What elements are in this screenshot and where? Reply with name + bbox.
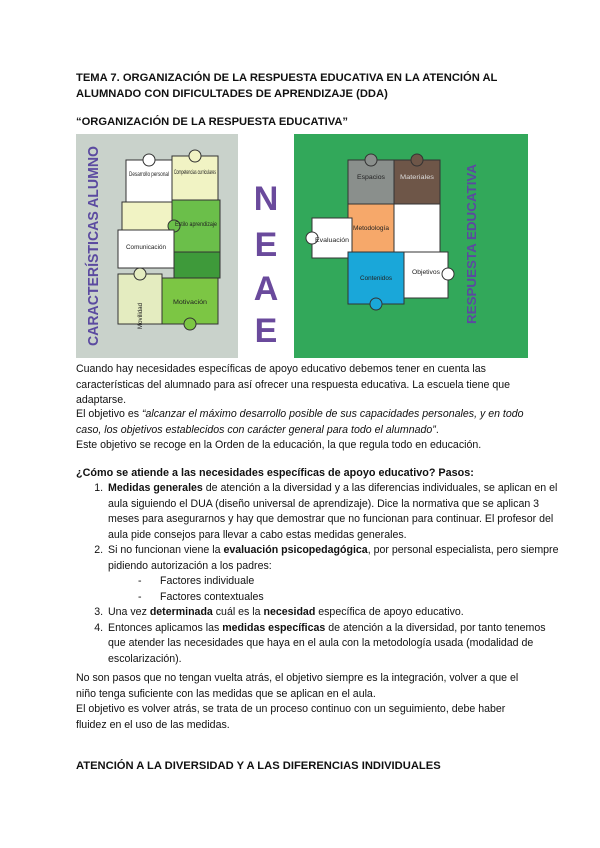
label-desarrollo: Desarrollo personal <box>129 172 169 178</box>
puzzle-illustration <box>76 134 528 358</box>
label-motivacion: Motivación <box>173 300 207 306</box>
step-1-text: de atención a la diversidad y a las diferencias individuales, se aplican en el aula siguiendo el DUA (diseño universal de aprendizaje). Dice la normativa que se aplican 3 meses para asegurarnos y hay que demostrar que no funcionan para continuar. El profesor del aula pide consejos para llevar a cabo estas medidas generales. <box>108 482 558 541</box>
step-4-text: de atención a la diversidad, por tanto tenemos que atender las necesidades que haya en el aula con la metodología usada (modalidad de escolarización). <box>108 621 546 665</box>
step-1 <box>106 481 566 543</box>
objective-suffix: . <box>435 423 439 436</box>
paragraph-orden: Este objetivo se recoge en la Orden de la educación, la que regula todo en educación. <box>76 439 482 451</box>
step-2 <box>106 543 566 605</box>
neae-puzzle-figure <box>76 134 528 358</box>
piece-espacios <box>348 160 394 204</box>
step-2-sublist <box>108 574 566 605</box>
piece-knob <box>189 150 201 162</box>
step-4-pre: Entonces aplicamos las <box>108 621 223 634</box>
label-espacios: Espacios <box>357 175 385 181</box>
paragraph-closing-2: El objetivo es volver atrás, se trata de un proceso continuo con un seguimiento, debe haber fluidez en el uso de las medidas. <box>76 703 506 731</box>
sub-item: - Factores contextuales <box>158 590 566 606</box>
piece-knob <box>143 154 155 166</box>
label-comunicacion: Comunicación <box>126 245 166 251</box>
label-evaluacion: Evaluación <box>315 238 349 244</box>
label-estilo: Estilo aprendizaje <box>175 222 218 228</box>
step-3-text: específica de apoyo educativo. <box>315 606 464 618</box>
piece-knob <box>442 268 454 280</box>
paragraph-objective <box>76 407 536 438</box>
objective-prefix: El objetivo es <box>76 408 142 420</box>
piece-knob <box>411 154 423 166</box>
step-2-text: , por personal especialista, pero siempre pidiendo autorización a los padres: <box>108 544 559 572</box>
piece-knob <box>370 298 382 310</box>
neae-letter-n: N <box>253 180 279 218</box>
label-objetivos: Objetivos <box>412 270 440 276</box>
left-vertical-label: CARACTERÍSTICAS ALUMNO <box>85 134 102 346</box>
piece-dark-green <box>174 252 220 278</box>
step-4-bold: medidas específicas <box>222 621 326 634</box>
piece-knob <box>134 268 146 280</box>
sub-item: - Factores individuale <box>158 574 566 590</box>
step-3-bold1: determinada <box>149 606 213 618</box>
paragraph-intro: Cuando hay necesidades específicas de apoyo educativo debemos tener en cuenta las características del alumnado para así ofrecer una respuesta educativa. La escuela tiene que adaptarse. <box>76 363 511 406</box>
steps-list <box>76 481 566 667</box>
neae-letter-a: A <box>253 270 279 308</box>
objective-quote: “alcanzar el máximo desarrollo posible de sus capacidades personales, y en todo caso, los objetivos establecidos con carácter general para todo el alumnado” <box>76 408 524 436</box>
step-3-bold2: necesidad <box>263 606 316 618</box>
label-metodologia: Metodología <box>353 226 390 232</box>
neae-letter-e2: E <box>254 312 278 350</box>
piece-knob <box>365 154 377 166</box>
step-3-pre: Una vez <box>108 606 150 618</box>
document-title: TEMA 7. ORGANIZACIÓN DE LA RESPUESTA EDUCATIVA EN LA ATENCIÓN AL ALUMNADO CON DIFICULTADES DE APRENDIZAJE (DDA) <box>76 72 498 100</box>
step-4 <box>106 621 566 668</box>
label-materiales: Materiales <box>400 175 434 181</box>
neae-letter-e1: E <box>254 226 278 264</box>
section-subtitle: “ORGANIZACIÓN DE LA RESPUESTA EDUCATIVA” <box>76 116 349 128</box>
piece-knob <box>184 318 196 330</box>
step-3-mid: cuál es la <box>212 606 264 618</box>
label-movilidad: Movilidad <box>138 303 144 329</box>
piece-competencias <box>172 156 218 200</box>
piece-materiales <box>394 160 440 204</box>
right-vertical-label: RESPUESTA EDUCATIVA <box>464 168 479 324</box>
paragraph-closing-1: No son pasos que no tengan vuelta atrás, el objetivo siempre es la integración, volver a que el niño tenga suficiente con las medidas que se aplican en el aula. <box>76 672 519 700</box>
section-heading-diversidad: ATENCIÓN A LA DIVERSIDAD Y A LAS DIFERENCIAS INDIVIDUALES <box>76 760 441 772</box>
step-2-bold: evaluación psicopedagógica <box>223 544 368 556</box>
piece-blank-white <box>394 204 440 252</box>
label-competencias: Competencias curriculares <box>174 170 216 176</box>
step-1-bold: Medidas generales <box>108 482 203 494</box>
step-3 <box>106 605 566 621</box>
step-2-pre: Si no funcionan viene la <box>108 544 224 556</box>
label-contenidos: Contenidos <box>360 276 392 282</box>
steps-question: ¿Cómo se atiende a las necesidades específicas de apoyo educativo? Pasos: <box>76 467 474 479</box>
